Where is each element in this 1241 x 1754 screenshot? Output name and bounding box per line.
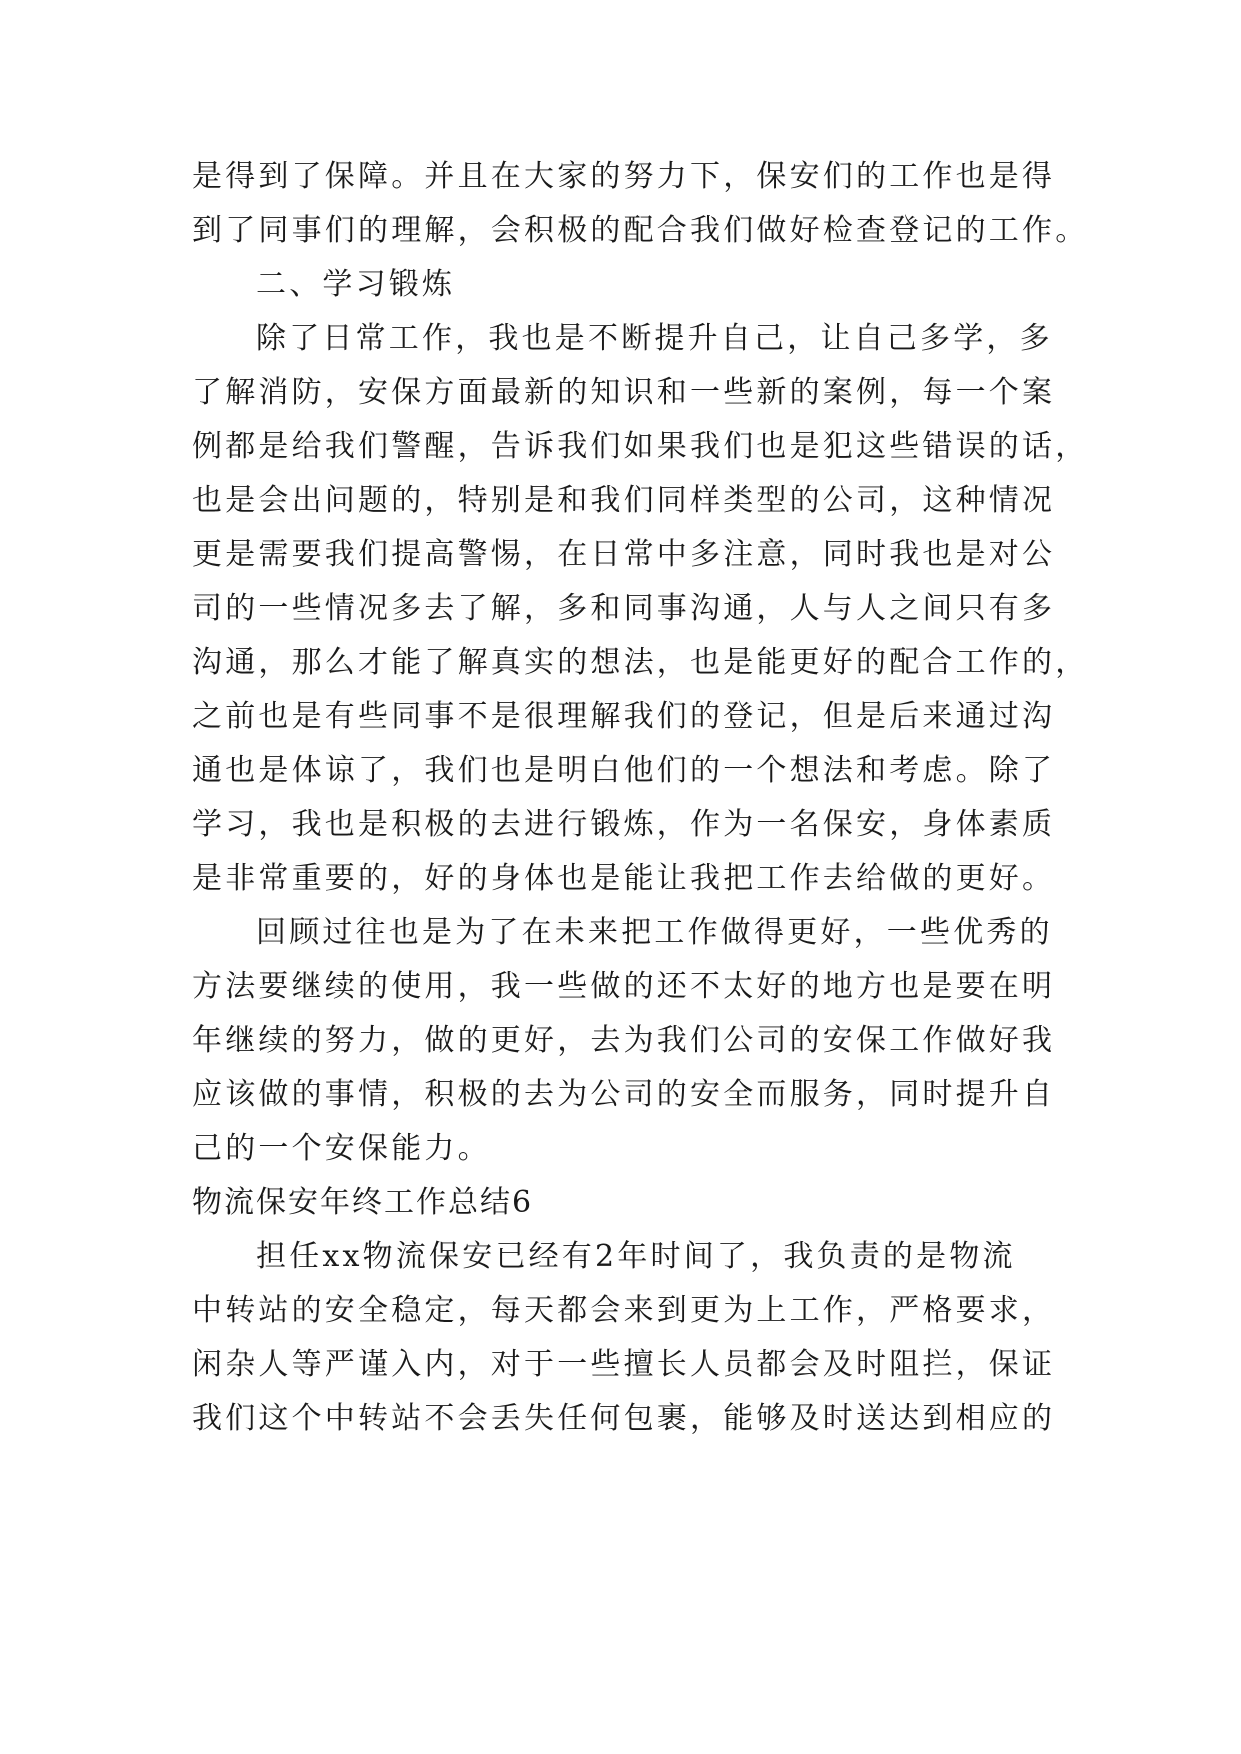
text-line: 中转站的安全稳定，每天都会来到更为上工作，严格要求，: [192, 1293, 1056, 1328]
text-line: 了解消防，安保方面最新的知识和一些新的案例，每一个案: [192, 375, 1056, 410]
text-line: 是得到了保障。并且在大家的努力下，保安们的工作也是得: [192, 159, 1056, 194]
text-line: 更是需要我们提高警惕，在日常中多注意，同时我也是对公: [192, 537, 1056, 572]
text-line: 担任xx物流保安已经有2年时间了，我负责的是物流: [256, 1239, 1016, 1274]
text-line: 司的一些情况多去了解，多和同事沟通，人与人之间只有多: [192, 591, 1056, 626]
text-line: 回顾过往也是为了在未来把工作做得更好，一些优秀的: [256, 915, 1053, 950]
text-line: 应该做的事情，积极的去为公司的安全而服务，同时提升自: [192, 1077, 1056, 1112]
text-line: 也是会出问题的，特别是和我们同样类型的公司，这种情况: [192, 483, 1056, 518]
text-line: 年继续的努力，做的更好，去为我们公司的安保工作做好我: [192, 1023, 1056, 1058]
text-line: 学习，我也是积极的去进行锻炼，作为一名保安，身体素质: [192, 807, 1056, 842]
text-line: 是非常重要的，好的身体也是能让我把工作去给做的更好。: [192, 861, 1056, 896]
text-line: 闲杂人等严谨入内，对于一些擅长人员都会及时阻拦，保证: [192, 1347, 1056, 1382]
document-body: [192, 150, 1089, 1446]
text-line: 例都是给我们警醒，告诉我们如果我们也是犯这些错误的话，: [192, 429, 1089, 464]
text-line: 方法要继续的使用，我一些做的还不太好的地方也是要在明: [192, 969, 1056, 1004]
text-line: 通也是体谅了，我们也是明白他们的一个想法和考虑。除了: [192, 753, 1056, 788]
text-line: 己的一个安保能力。: [192, 1131, 491, 1166]
text-line: 到了同事们的理解，会积极的配合我们做好检查登记的工作。: [192, 213, 1089, 248]
text-line: 之前也是有些同事不是很理解我们的登记，但是后来通过沟: [192, 699, 1056, 734]
text-line: 除了日常工作，我也是不断提升自己，让自己多学，多: [256, 321, 1053, 356]
document-title: 物流保安年终工作总结6: [192, 1185, 534, 1220]
text-line: 沟通，那么才能了解真实的想法，也是能更好的配合工作的，: [192, 645, 1089, 680]
text-line: 我们这个中转站不会丢失任何包裹，能够及时送达到相应的: [192, 1401, 1056, 1436]
section-heading: 二、学习锻炼: [256, 267, 456, 302]
